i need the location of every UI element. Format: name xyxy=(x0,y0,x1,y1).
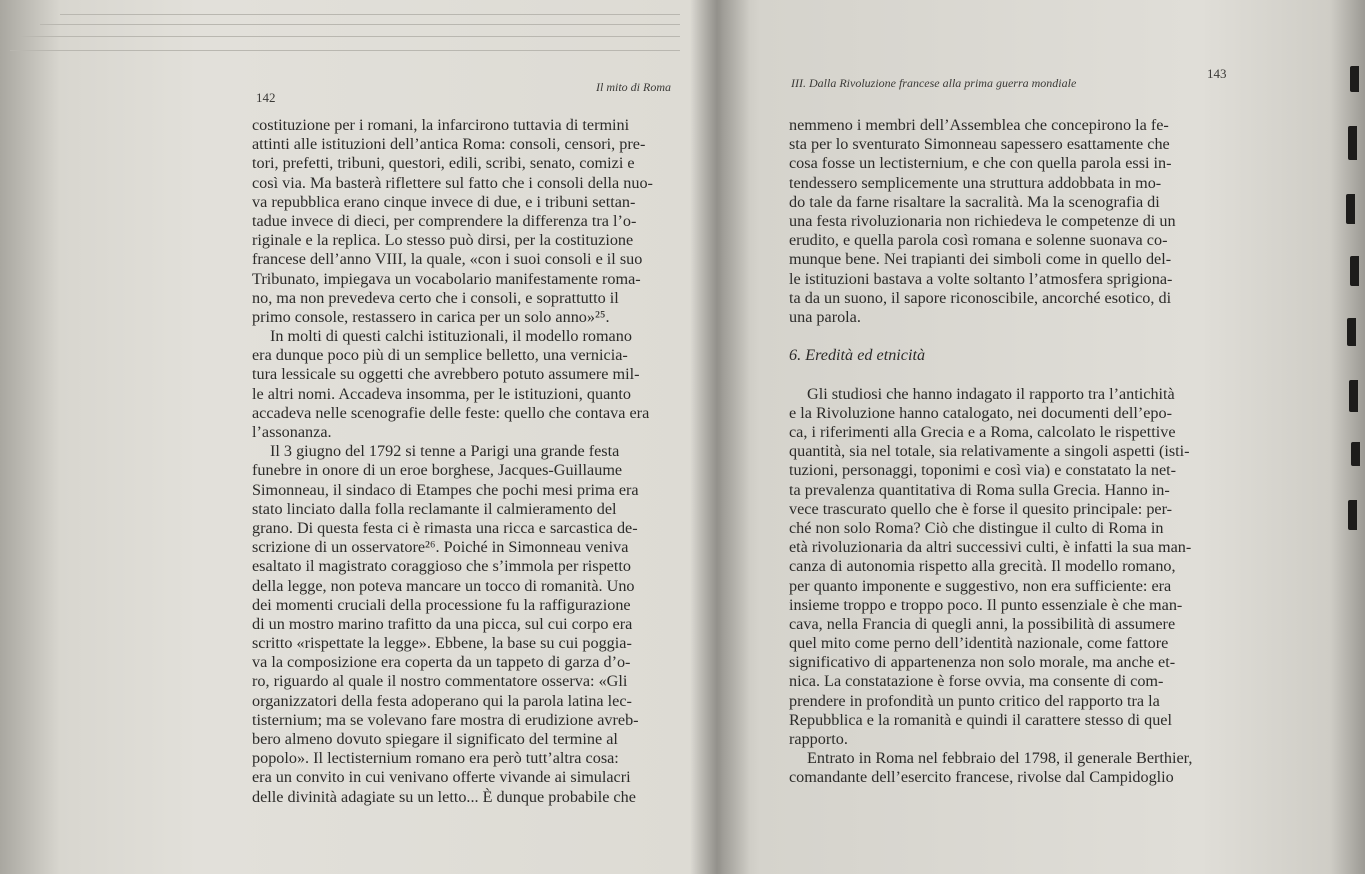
text-line: va la composizione era coperta da un tappeto di garza d’o- xyxy=(252,653,631,672)
text-line: quel mito come perno dell’identità nazionale, come fattore xyxy=(789,634,1169,653)
text-line: riginale e la replica. Lo stesso può dirsi, per la costituzione xyxy=(252,231,634,250)
text-line: canza di autonomia rispetto alla grecità. Il modello romano, xyxy=(789,557,1176,576)
text-line: tori, prefetti, tribuni, questori, edili, scribi, senato, comizi e xyxy=(252,154,635,173)
text-line: quantità, sia nel totale, sia relativamente a singoli aspetti (isti- xyxy=(789,442,1190,461)
text-line: costituzione per i romani, la infarcirono tuttavia di termini xyxy=(252,116,630,134)
section-heading: 6. Eredità ed etnicità xyxy=(789,346,926,365)
text-line: Tribunato, impiegava un vocabolario manifestamente roma- xyxy=(252,269,641,288)
text-line: era dunque poco più di un semplice belletto, una vernicia- xyxy=(252,346,628,365)
text-line: prendere in profondità un punto critico del rapporto tra la xyxy=(789,691,1160,710)
text-line: nica. La constatazione è forse ovvia, ma consente di com- xyxy=(789,672,1164,691)
tab-marker xyxy=(1349,380,1358,412)
tab-marker xyxy=(1350,66,1359,92)
text-line: primo console, restassero in carica per un solo anno»²⁵. xyxy=(252,307,610,326)
text-line: della legge, non poteva mancare un tocco di romanità. Uno xyxy=(252,576,635,595)
text-line: bero almeno dovuto spiegare il significato del termine al xyxy=(252,730,618,748)
text-line: di un mostro marino trafitto da una picca, sul cui corpo era xyxy=(252,614,633,633)
left-running-head: Il mito di Roma xyxy=(596,80,671,94)
text-line: erudito, e quella parola così romana e solenne suonava co- xyxy=(789,231,1168,250)
text-line: ta prevalenza quantitativa di Roma sulla Grecia. Hanno in- xyxy=(789,480,1170,499)
page-tabs xyxy=(1325,0,1365,874)
text-line: stato linciato dalla folla reclamante il calmieramento del xyxy=(252,499,617,518)
text-line: munque bene. Nei trapianti dei simboli come in quello del- xyxy=(789,250,1172,269)
text-line: esaltato il magistrato coraggioso che s’immola per rispetto xyxy=(252,557,631,576)
text-line: significativo di appartenenza non solo morale, ma anche et- xyxy=(789,653,1176,672)
text-line: popolo». Il lectisternium romano era però tutt’altra cosa: xyxy=(252,749,619,768)
tab-marker xyxy=(1348,126,1357,160)
text-line: Repubblica e la romanità e quindi il carattere stesso di quel xyxy=(789,710,1172,729)
text-line: delle divinità adagiate su un letto... È dunque probabile che xyxy=(252,787,636,806)
text-line: no, ma non prevedeva certo che i consoli, e soprattutto il xyxy=(252,288,619,307)
text-line: organizzatori della festa adoperano qui la parola latina lec- xyxy=(252,691,632,710)
text-line: tadue invece di dieci, per comprendere la differenza tra l’o- xyxy=(252,211,637,230)
text-line: ca, i riferimenti alla Grecia e a Roma, calcolato le rispettive xyxy=(789,423,1176,441)
text-line: le altri nomi. Accadeva insomma, per le istituzioni, quanto xyxy=(252,384,631,403)
text-line: tuzioni, personaggi, toponimi e così via) e constatato la net- xyxy=(789,461,1177,480)
spacer xyxy=(789,365,1269,384)
tab-marker xyxy=(1351,442,1360,466)
text-line: scritto «rispettate la legge». Ebbene, la base su cui poggia- xyxy=(252,634,632,653)
text-line: ta da un suono, il sapore riconoscibile, ancorché esotico, di xyxy=(789,288,1172,307)
text-line: nemmeno i membri dell’Assemblea che concepirono la fe- xyxy=(789,116,1169,134)
text-line: accadeva nelle scenografie delle feste: quello che contava era xyxy=(252,403,650,422)
text-line: per quanto imponente e suggestivo, non era sufficiente: era xyxy=(789,576,1172,595)
left-page-number: 142 xyxy=(256,90,276,105)
text-line: una parola. xyxy=(789,307,861,326)
text-line: vece trascurato quello che è forse il quesito principale: per- xyxy=(789,499,1173,518)
text-line: Gli studiosi che hanno indagato il rapporto tra l’antichità xyxy=(807,384,1175,403)
text-line: ché non solo Roma? Ciò che distingue il culto di Roma in xyxy=(789,518,1164,537)
text-line: rapporto. xyxy=(789,730,848,748)
text-line: cava, nella Francia di quegli anni, la possibilità di assumere xyxy=(789,614,1176,633)
text-line: comandante dell’esercito francese, rivolse dal Campidoglio xyxy=(789,768,1174,787)
text-line: grano. Di questa festa ci è rimasta una ricca e sarcastica de- xyxy=(252,518,638,537)
text-line: attinti alle istituzioni dell’antica Roma: consoli, censori, pre- xyxy=(252,135,646,154)
left-text-column xyxy=(252,116,690,807)
text-line: scrizione di un osservatore²⁶. Poiché in Simonneau veniva xyxy=(252,538,629,557)
text-line: una festa rivoluzionaria non richiedeva le competenze di un xyxy=(789,211,1176,230)
tab-marker xyxy=(1346,194,1355,224)
spacer xyxy=(789,327,1269,346)
text-line: tisternium; ma se volevano fare mostra di erudizione avreb- xyxy=(252,710,639,729)
text-line: così via. Ma basterà riflettere sul fatto che i consoli della nuo- xyxy=(252,173,653,192)
text-line: va repubblica erano cinque invece di due, e i tribuni settan- xyxy=(252,192,636,211)
text-line: Il 3 giugno del 1792 si tenne a Parigi una grande festa xyxy=(270,442,620,461)
text-line: funebre in onore di un eroe borghese, Jacques-Guillaume xyxy=(252,461,623,480)
text-line: tura lessicale su oggetti che avrebbero potuto assumere mil- xyxy=(252,365,640,384)
text-line: era un convito in cui venivano offerte vivande ai simulacri xyxy=(252,768,631,787)
text-line: cosa fosse un lectisternium, e che con quella parola essi in- xyxy=(789,154,1172,173)
text-line: francese dell’anno VIII, la quale, «con i suoi consoli e il suo xyxy=(252,250,643,269)
right-running-head: III. Dalla Rivoluzione francese alla prima guerra mondiale xyxy=(791,76,1077,90)
text-line: e la Rivoluzione hanno catalogato, nei documenti dell’epo- xyxy=(789,403,1172,422)
text-line: l’assonanza. xyxy=(252,423,332,441)
text-line: sta per lo sventurato Simonneau sapessero esattamente che xyxy=(789,135,1170,154)
text-line: Simonneau, il sindaco di Etampes che pochi mesi prima era xyxy=(252,480,639,499)
text-line: insieme troppo e troppo poco. Il punto essenziale è che man- xyxy=(789,595,1183,614)
text-line: dei momenti cruciali della processione fu la raffigurazione xyxy=(252,595,631,614)
right-page-number: 143 xyxy=(1207,66,1227,81)
text-line: ro, riguardo al quale il nostro commentatore osserva: «Gli xyxy=(252,672,628,691)
text-line: tendessero semplicemente una struttura addobbata in mo- xyxy=(789,173,1162,192)
right-text-column xyxy=(789,116,1269,788)
text-line: In molti di questi calchi istituzionali, il modello romano xyxy=(270,327,632,346)
text-line: età rivoluzionaria da altri successivi culti, è infatti la sua man- xyxy=(789,538,1192,557)
text-line: do tale da farne risaltare la sacralità. Ma la scenografia di xyxy=(789,192,1160,211)
tab-marker xyxy=(1348,500,1357,530)
text-line: Entrato in Roma nel febbraio del 1798, il generale Berthier, xyxy=(807,749,1193,768)
tab-marker xyxy=(1347,318,1356,346)
tab-marker xyxy=(1350,256,1359,286)
text-line: le istituzioni bastava a volte soltanto l’atmosfera sprigiona- xyxy=(789,269,1173,288)
